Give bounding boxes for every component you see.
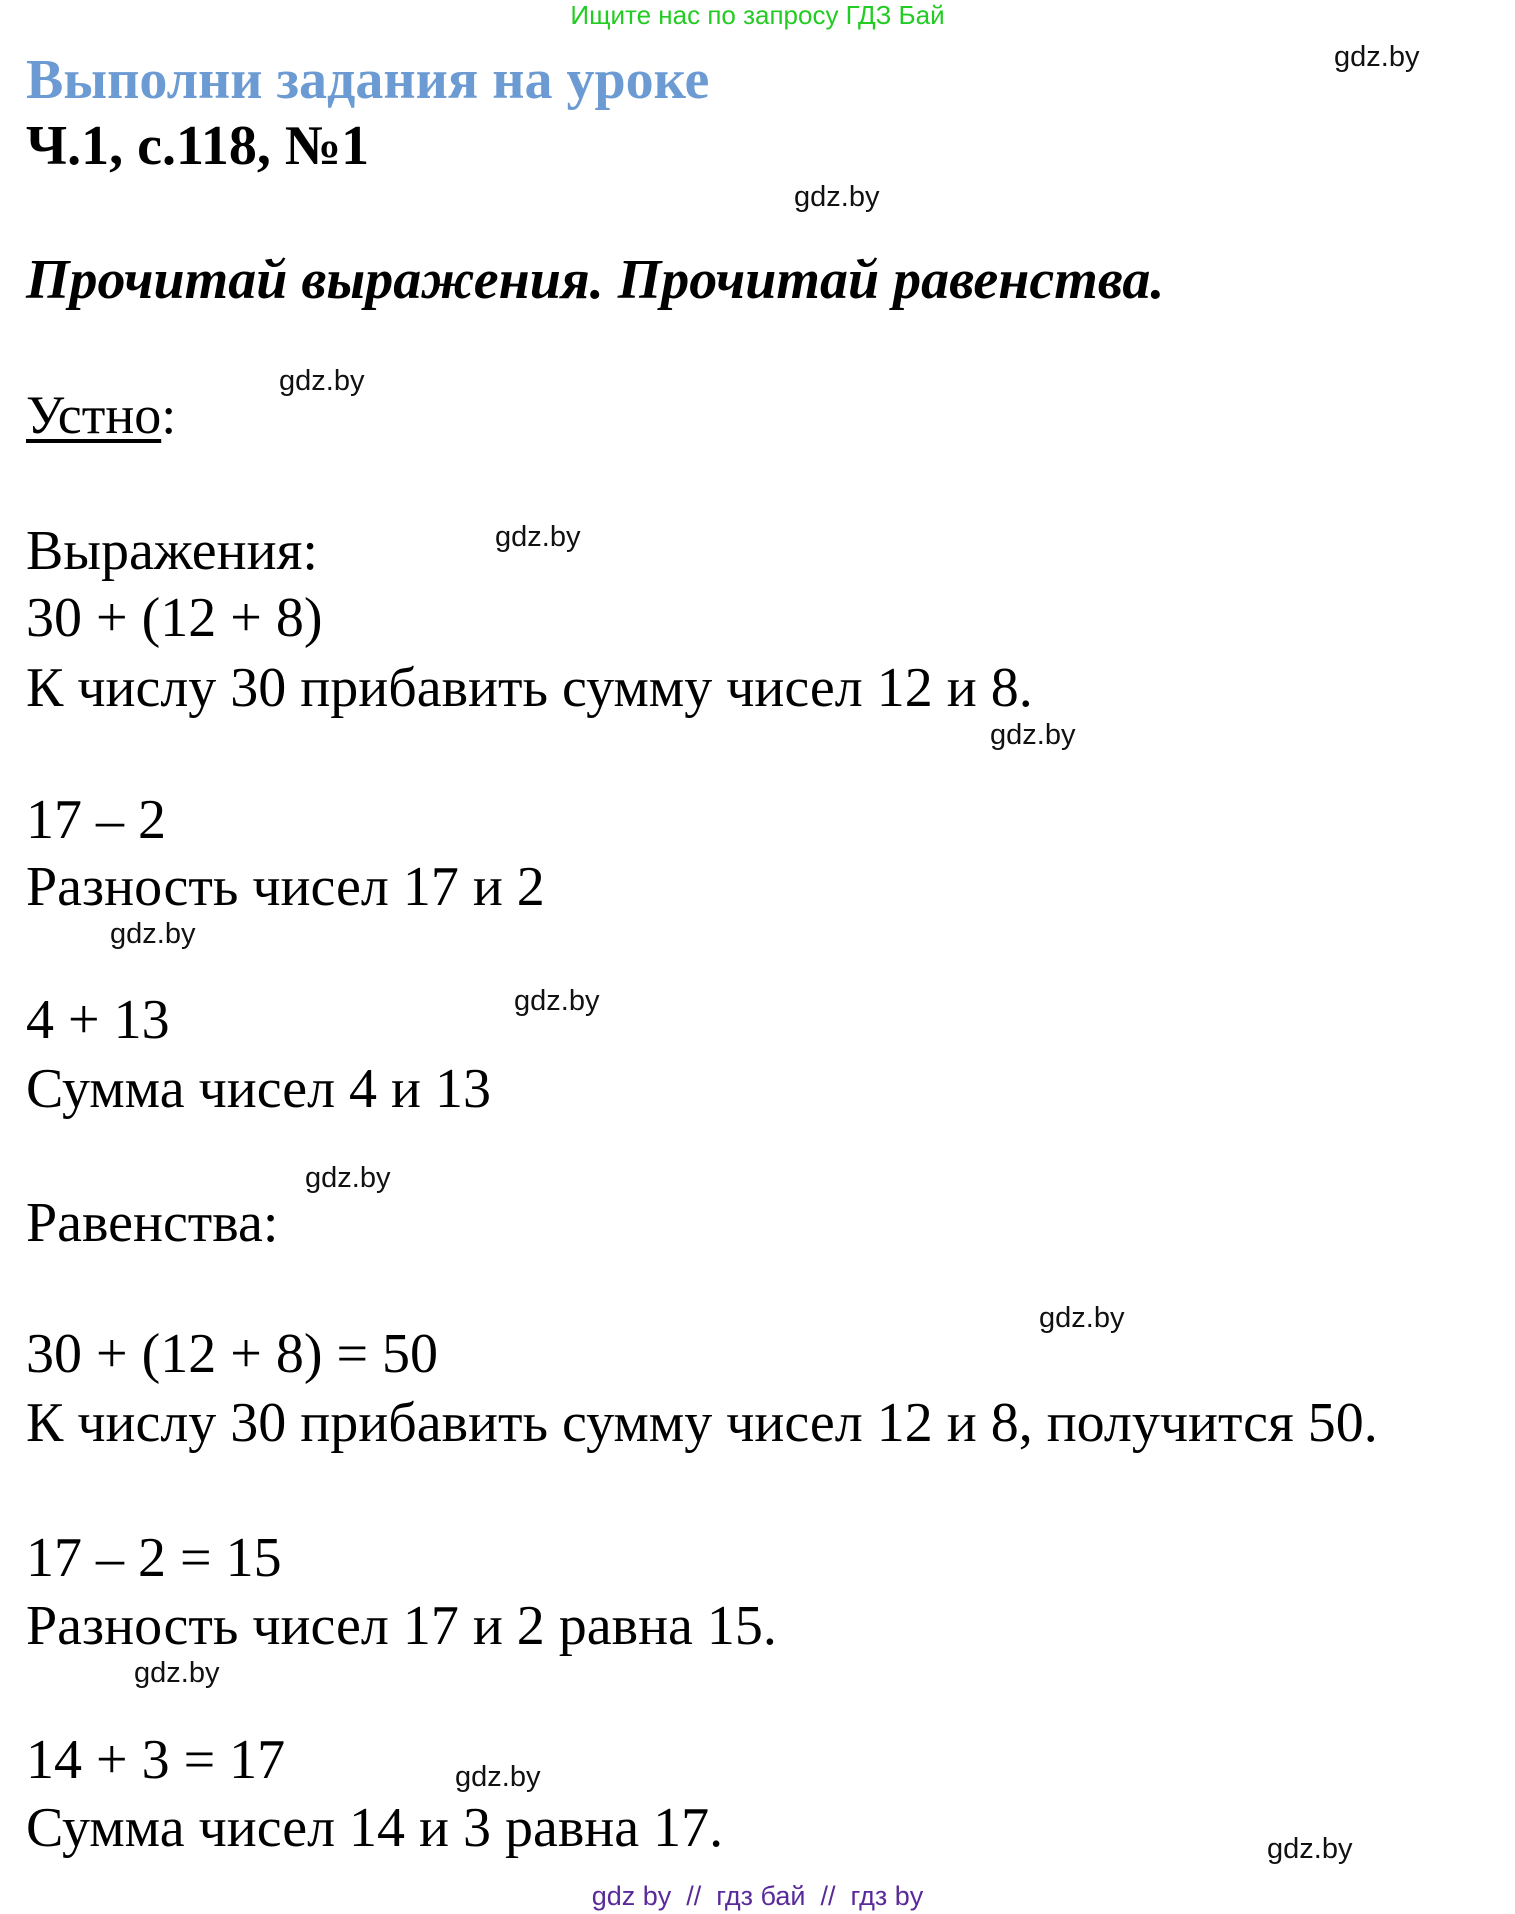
expression-reading: Сумма чисел 4 и 13 (26, 1058, 492, 1120)
watermark: gdz.by (110, 918, 196, 950)
watermark: gdz.by (514, 985, 600, 1017)
expression-line: 30 + (12 + 8) (26, 587, 323, 649)
search-banner: Ищите нас по запросу ГДЗ Бай (570, 0, 945, 30)
footer-links[interactable]: gdz by // гдз бай // гдз by (591, 1881, 924, 1911)
watermark: gdz.by (1267, 1833, 1353, 1865)
expression-reading: К числу 30 прибавить сумму чисел 12 и 8. (26, 657, 1033, 719)
watermark: gdz.by (1039, 1302, 1125, 1334)
watermark: gdz.by (1334, 41, 1420, 73)
watermark: gdz.by (455, 1761, 541, 1793)
expression-line: 4 + 13 (26, 989, 170, 1051)
expressions-heading: Выражения: (26, 520, 318, 582)
watermark: gdz.by (305, 1162, 391, 1194)
oral-heading (26, 385, 177, 445)
equality-reading: Разность чисел 17 и 2 равна 15. (26, 1595, 777, 1657)
equality-reading: К числу 30 прибавить сумму чисел 12 и 8, получится 50. (26, 1392, 1378, 1454)
equality-line: 14 + 3 = 17 (26, 1729, 286, 1791)
equalities-heading: Равенства: (26, 1192, 279, 1254)
expression-line: 17 – 2 (26, 789, 166, 851)
section-title: Выполни задания на уроке (26, 49, 710, 111)
watermark: gdz.by (990, 719, 1076, 751)
equality-line: 30 + (12 + 8) = 50 (26, 1323, 439, 1385)
equality-line: 17 – 2 = 15 (26, 1527, 282, 1589)
expression-reading: Разность чисел 17 и 2 (26, 856, 545, 918)
watermark: gdz.by (794, 181, 880, 213)
oral-label: Устно (26, 385, 162, 445)
oral-colon: : (161, 385, 177, 445)
equality-reading: Сумма чисел 14 и 3 равна 17. (26, 1797, 724, 1859)
exercise-reference: Ч.1, с.118, №1 (26, 115, 370, 177)
watermark: gdz.by (279, 365, 365, 397)
task-instruction: Прочитай выражения. Прочитай равенства. (26, 249, 1165, 311)
watermark: gdz.by (134, 1657, 220, 1689)
watermark: gdz.by (495, 521, 581, 553)
